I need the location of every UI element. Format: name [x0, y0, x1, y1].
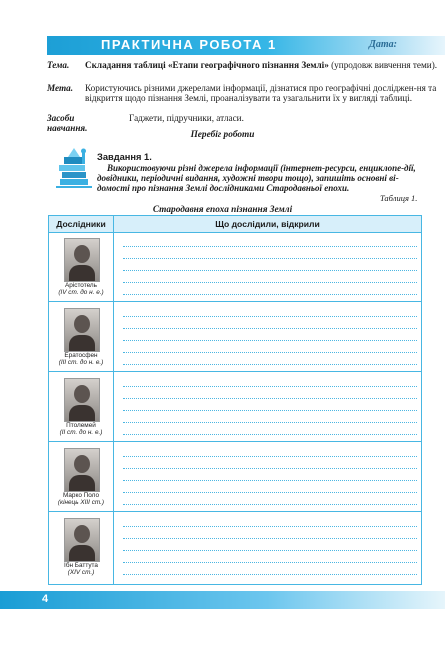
col-header-researchers: Дослідники	[49, 216, 114, 233]
writing-line[interactable]	[123, 422, 417, 423]
col-header-discoveries: Що дослідили, відкрили	[114, 216, 421, 233]
writing-line[interactable]	[123, 398, 417, 399]
writing-line[interactable]	[123, 282, 417, 283]
writing-line[interactable]	[123, 504, 417, 505]
table-number: Таблиця 1.	[380, 193, 418, 203]
writing-line[interactable]	[123, 258, 417, 259]
writing-line[interactable]	[123, 468, 417, 469]
writing-line[interactable]	[123, 386, 417, 387]
page-title: ПРАКТИЧНА РОБОТА 1	[101, 37, 277, 52]
researcher-name: Арістотель	[65, 282, 97, 289]
goal-text: Користуючись різними джерелами інформації, дізнатися про географічні досліджен-ня та відкриття щодо пізнання Землі, проаналізувати та узагальнити їх у вигляді таблиці.	[85, 83, 437, 103]
writing-line[interactable]	[123, 352, 417, 353]
portrait-icon	[64, 518, 100, 562]
writing-line[interactable]	[123, 328, 417, 329]
writing-line[interactable]	[123, 550, 417, 551]
researcher-era: (IV ст. до н. е.)	[58, 289, 104, 297]
title-banner	[47, 36, 445, 55]
writing-line[interactable]	[123, 574, 417, 575]
topic-label: Тема.	[47, 60, 70, 70]
writing-line[interactable]	[123, 434, 417, 435]
writing-line[interactable]	[123, 270, 417, 271]
table-row	[49, 232, 421, 302]
book-stack-icon	[56, 146, 92, 190]
researcher-era: (XIV ст.)	[67, 569, 95, 577]
writing-line[interactable]	[123, 492, 417, 493]
portrait-icon	[64, 308, 100, 352]
writing-line[interactable]	[123, 456, 417, 457]
portrait-icon	[64, 378, 100, 422]
tools-label: Засоби навчання.	[47, 113, 88, 133]
topic-title: Складання таблиці «Етапи географічного пізнання Землі»	[85, 60, 329, 70]
writing-line[interactable]	[123, 562, 417, 563]
researchers-table	[48, 215, 422, 585]
writing-line[interactable]	[123, 316, 417, 317]
table-title: Стародавня епоха пізнання Землі	[152, 205, 293, 215]
writing-line[interactable]	[123, 364, 417, 365]
researcher-era: (кінець XIII ст.)	[57, 499, 105, 507]
writing-line[interactable]	[123, 538, 417, 539]
page-number: 4	[42, 593, 49, 605]
researcher-name: Марко Поло	[62, 492, 100, 499]
writing-line[interactable]	[123, 340, 417, 341]
procedure-heading: Перебіг роботи	[190, 130, 255, 140]
researcher-era: (III ст. до н. е.)	[58, 359, 104, 367]
table-row	[49, 302, 421, 372]
researcher-era: (II ст. до н. е.)	[59, 429, 103, 437]
table-row	[49, 442, 421, 512]
topic-note: (упродовж вивчення теми).	[328, 60, 438, 70]
writing-line[interactable]	[123, 526, 417, 527]
writing-line[interactable]	[123, 480, 417, 481]
writing-line[interactable]	[123, 294, 417, 295]
table-row	[49, 372, 421, 442]
page-footer	[0, 591, 445, 609]
task-text: Використовуючи різні джерела інформації (інтернет-ресурси, енциклопе-дії, довідники, періодичні видання, художні твори тощо), запишіть основні ві-домості про пізнання Землі дослідниками Стародавньої епохи.	[97, 163, 416, 193]
table-row	[49, 512, 421, 584]
date-label: Дата:	[369, 39, 397, 50]
researcher-name: Птолемей	[66, 422, 96, 429]
goal-label: Мета.	[47, 83, 74, 93]
portrait-icon	[64, 238, 100, 282]
tools-text: Гаджети, підручники, атласи.	[129, 113, 244, 123]
researcher-name: Ібн Баттута	[64, 562, 98, 569]
writing-line[interactable]	[123, 410, 417, 411]
researcher-name: Ератосфен	[64, 352, 98, 359]
writing-line[interactable]	[123, 246, 417, 247]
task-title: Завдання 1.	[97, 152, 152, 162]
portrait-icon	[64, 448, 100, 492]
